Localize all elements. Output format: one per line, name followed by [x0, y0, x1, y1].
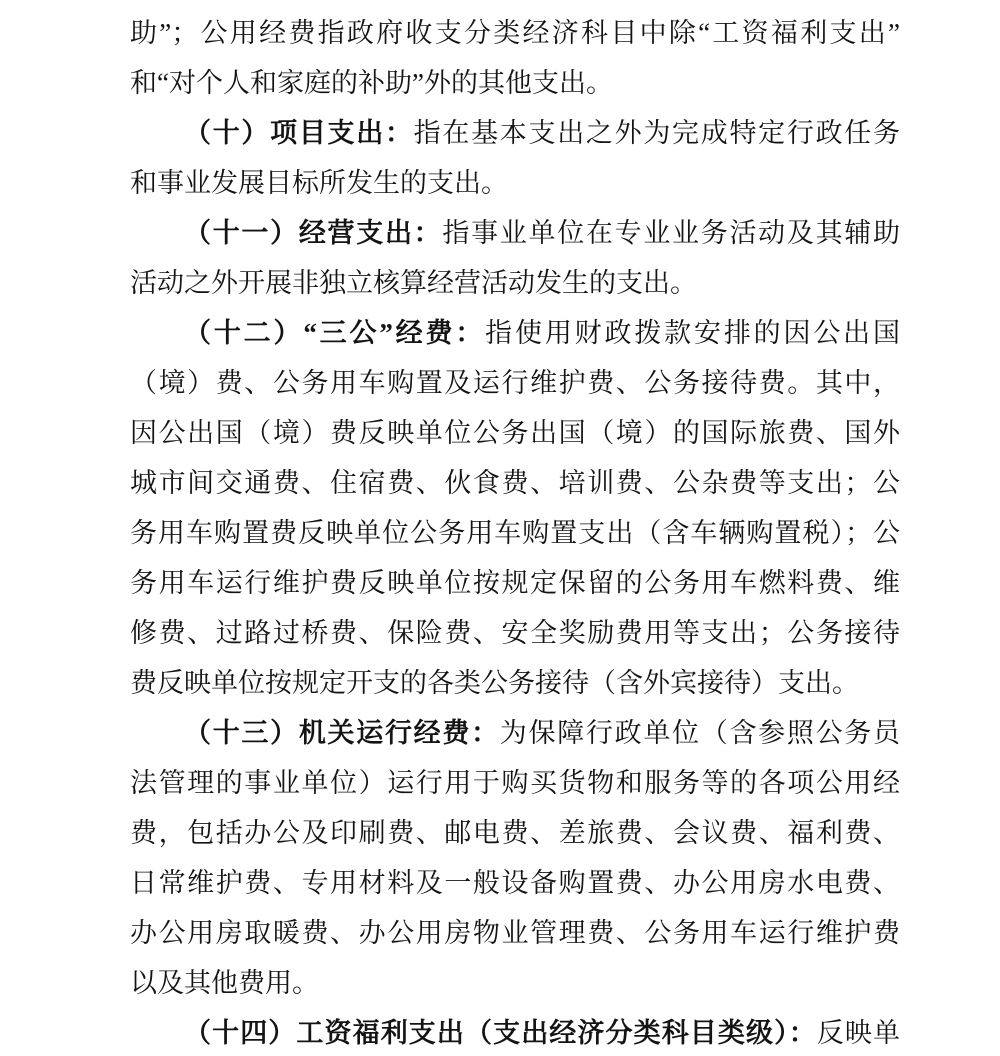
text-segment: 日常维护费、专用材料及一般设备购置费、办公用房水电费、: [130, 868, 900, 898]
text-line: [130, 858, 900, 908]
text-line: [130, 208, 900, 258]
paragraph-public-funds-continuation: [130, 8, 900, 108]
text-line: [130, 1008, 900, 1056]
text-line: [130, 108, 900, 158]
text-segment: 指在基本支出之外为完成特定行政任务: [413, 118, 900, 148]
text-line: [130, 408, 900, 458]
text-segment: 因公出国（境）费反映单位公务出国（境）的国际旅费、国外: [130, 418, 900, 448]
text-line: [130, 808, 900, 858]
paragraph-item-10-project-expenditure: [130, 108, 900, 208]
text-line: [130, 758, 900, 808]
text-segment: 和事业发展目标所发生的支出。: [130, 168, 508, 198]
text-segment: 为保障行政单位（含参照公务员: [499, 718, 900, 748]
text-segment: 务用车购置费反映单位公务用车购置支出（含车辆购置税）；公: [130, 518, 900, 548]
text-line: [130, 58, 900, 108]
text-line: [130, 258, 900, 308]
text-segment: 费，包括办公及印刷费、邮电费、差旅费、会议费、福利费、: [130, 818, 900, 848]
text-segment: 活动之外开展非独立核算经营活动发生的支出。: [130, 268, 697, 298]
text-segment: 修费、过路过桥费、保险费、安全奖励费用等支出；公务接待: [130, 618, 900, 648]
paragraph-item-12-three-public-funds: [130, 308, 900, 708]
text-line: [130, 8, 900, 58]
text-line: [130, 608, 900, 658]
term-heading: （十一）经营支出：: [184, 218, 443, 248]
text-segment: 以及其他费用。: [130, 968, 319, 998]
text-segment: 助”；公用经费指政府收支分类经济科目中除“工资福利支出”: [130, 18, 900, 48]
text-line: [130, 708, 900, 758]
paragraph-item-14-salary-welfare-expenditure: [130, 1008, 900, 1056]
text-line: [130, 908, 900, 958]
text-segment: 法管理的事业单位）运行用于购买货物和服务等的各项公用经: [130, 768, 900, 798]
text-segment: 城市间交通费、住宿费、伙食费、培训费、公杂费等支出；公: [130, 468, 900, 498]
text-segment: 指事业单位在专业业务活动及其辅助: [442, 218, 900, 248]
text-line: [130, 358, 900, 408]
text-line: [130, 458, 900, 508]
text-segment: 务用车运行维护费反映单位按规定保留的公务用车燃料费、维: [130, 568, 900, 598]
text-line: [130, 508, 900, 558]
paragraph-item-11-operating-expenditure: [130, 208, 900, 308]
text-segment: 反映单: [816, 1018, 900, 1048]
term-heading: （十四）工资福利支出（支出经济分类科目类级）：: [184, 1018, 817, 1048]
document-text: [130, 8, 900, 1056]
term-heading: （十三）机关运行经费：: [184, 718, 500, 748]
text-line: [130, 958, 900, 1008]
text-segment: （境）费、公务用车购置及运行维护费、公务接待费。其中，: [130, 368, 900, 398]
text-line: [130, 158, 900, 208]
term-heading: （十二）“三公”经费：: [184, 318, 486, 348]
text-line: [130, 558, 900, 608]
text-segment: 费反映单位按规定开支的各类公务接待（含外宾接待）支出。: [130, 668, 859, 698]
text-segment: 办公用房取暖费、办公用房物业管理费、公务用车运行维护费: [130, 918, 900, 948]
text-segment: 和“对个人和家庭的补助”外的其他支出。: [130, 68, 613, 98]
text-segment: 指使用财政拨款安排的因公出国: [485, 318, 900, 348]
text-line: [130, 658, 900, 708]
text-line: [130, 308, 900, 358]
paragraph-item-13-agency-operation-funds: [130, 708, 900, 1008]
term-heading: （十）项目支出：: [184, 118, 414, 148]
